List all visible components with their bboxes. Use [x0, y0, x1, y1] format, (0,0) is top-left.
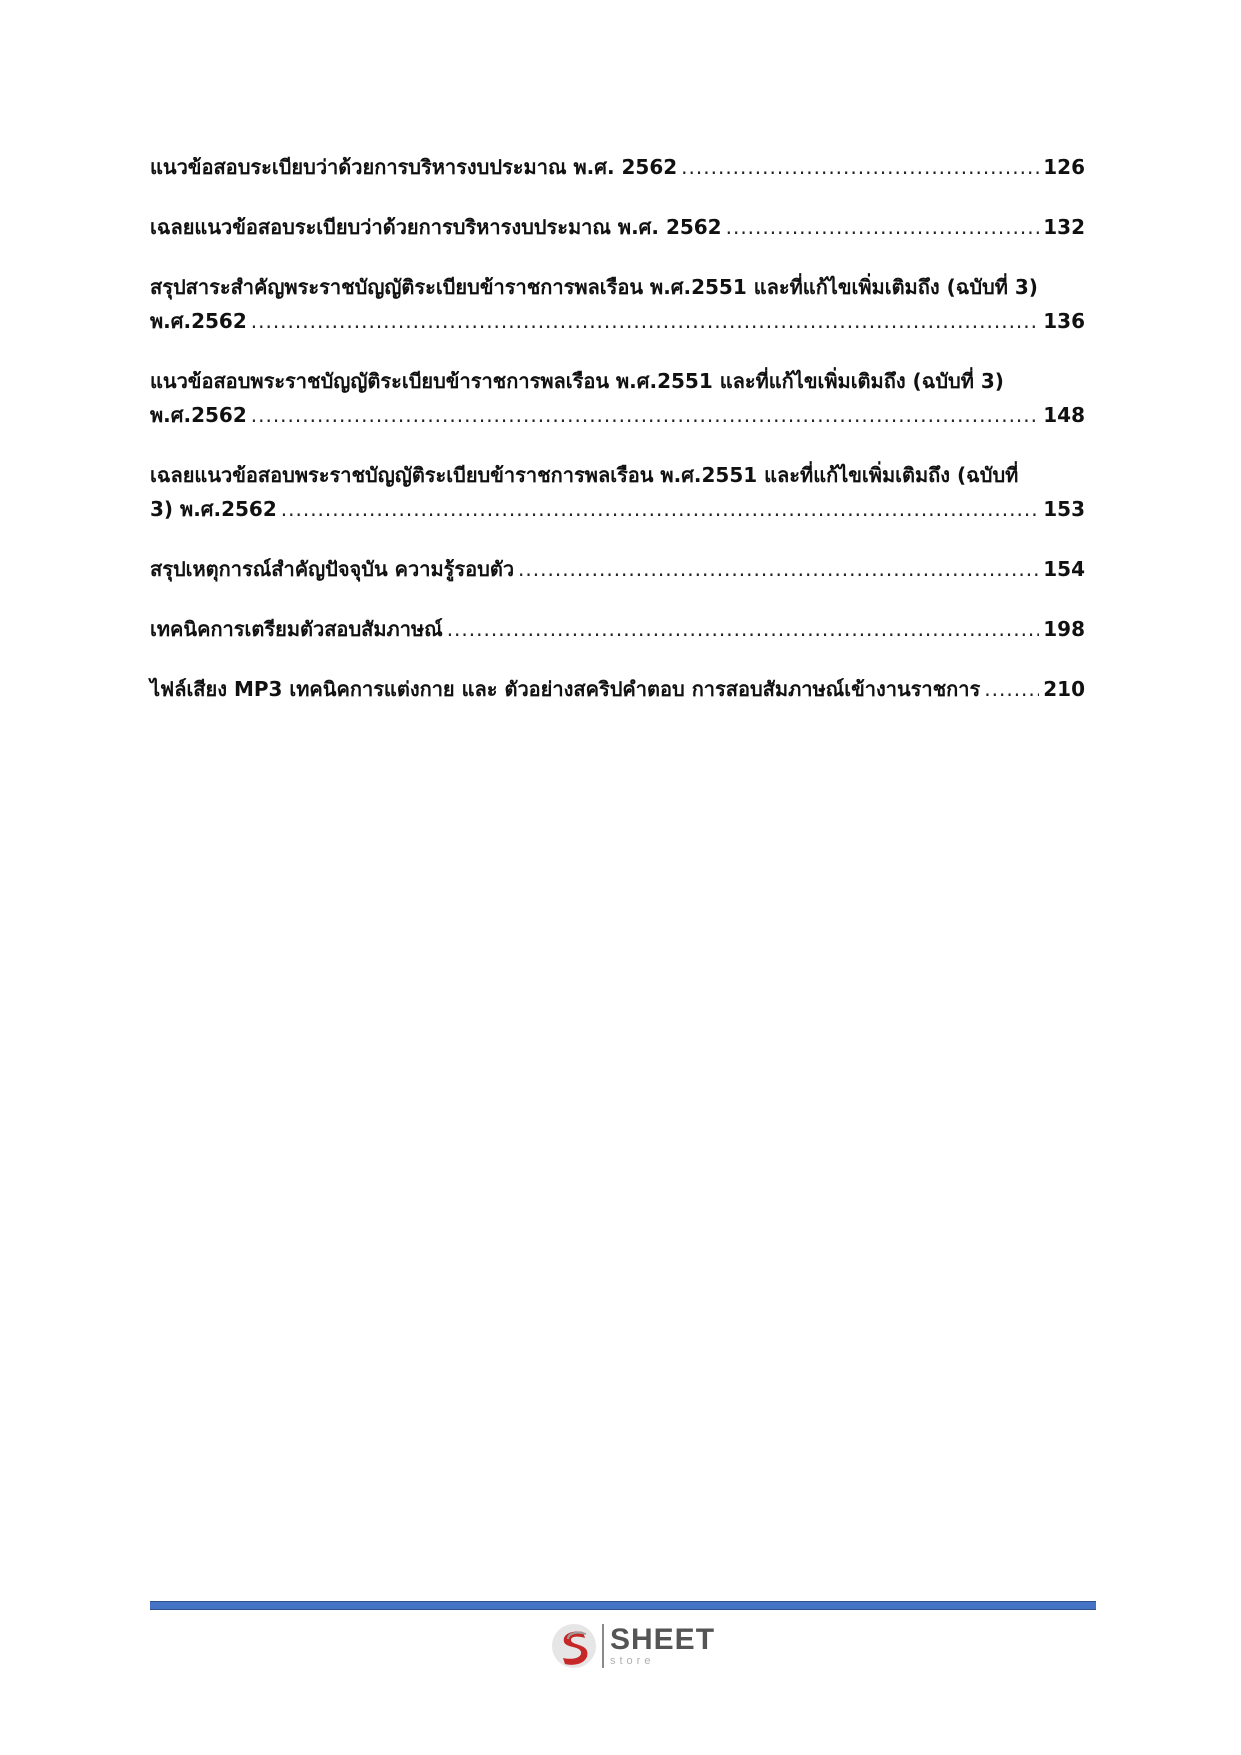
toc-entry-title: เทคนิคการเตรียมตัวสอบสัมภาษณ์	[150, 617, 443, 641]
toc-entry-title: แนวข้อสอบพระราชบัญญัติระเบียบข้าราชการพลเรือน พ.ศ.2551 และที่แก้ไขเพิ่มเติมถึง (ฉบับที่ 3)	[150, 369, 1004, 393]
toc-entry-title-continued: พ.ศ.2562	[150, 309, 247, 333]
toc-entry-line	[150, 672, 1085, 706]
toc-entry-title-continued: พ.ศ.2562	[150, 403, 247, 427]
toc-page-number: 132	[1043, 215, 1085, 239]
dot-leader	[681, 150, 1039, 184]
logo-text	[610, 1625, 715, 1667]
toc-entry-line	[150, 398, 1085, 432]
toc-page-number: 153	[1043, 497, 1085, 521]
toc-entry-line	[150, 552, 1085, 586]
toc-page-number: 148	[1043, 403, 1085, 427]
logo-subtitle: store	[610, 1655, 655, 1667]
toc-entry[interactable]	[150, 150, 1085, 184]
toc-entry-title-continued: 3) พ.ศ.2562	[150, 497, 277, 521]
dot-leader	[251, 304, 1040, 338]
dot-leader	[251, 398, 1040, 432]
dot-leader	[518, 552, 1039, 586]
footer-rule	[150, 1601, 1096, 1610]
toc-page-number: 210	[1043, 677, 1085, 701]
toc-entry[interactable]	[150, 364, 1085, 432]
toc-entry[interactable]	[150, 612, 1085, 646]
sheet-store-logo	[550, 1622, 715, 1670]
toc-entry[interactable]	[150, 210, 1085, 244]
table-of-contents	[150, 150, 1085, 732]
sheet-store-s-logo-icon	[550, 1622, 598, 1670]
logo-divider	[602, 1624, 604, 1668]
toc-page-number: 136	[1043, 309, 1085, 333]
toc-entry-line	[150, 492, 1085, 526]
toc-entry[interactable]	[150, 552, 1085, 586]
toc-page-number: 154	[1043, 557, 1085, 581]
toc-entry-title: สรุปเหตุการณ์สำคัญปัจจุบัน ความรู้รอบตัว	[150, 557, 515, 581]
toc-page-number: 126	[1043, 155, 1085, 179]
toc-entry[interactable]	[150, 458, 1085, 526]
toc-entry[interactable]	[150, 270, 1085, 338]
dot-leader	[726, 210, 1040, 244]
toc-entry-line	[150, 150, 1085, 184]
dot-leader	[281, 492, 1039, 526]
toc-entry-line	[150, 304, 1085, 338]
toc-entry-line	[150, 612, 1085, 646]
toc-entry-title: สรุปสาระสำคัญพระราชบัญญัติระเบียบข้าราชการพลเรือน พ.ศ.2551 และที่แก้ไขเพิ่มเติมถึง (ฉบับที่ 3)	[150, 275, 1038, 299]
toc-page-number: 198	[1043, 617, 1085, 641]
toc-entry-line	[150, 210, 1085, 244]
toc-entry-title: ไฟล์เสียง MP3 เทคนิคการแต่งกาย และ ตัวอย่างสคริปคำตอบ การสอบสัมภาษณ์เข้างานราชการ	[150, 677, 981, 701]
toc-entry-title: เฉลยแนวข้อสอบระเบียบว่าด้วยการบริหารงบประมาณ พ.ศ. 2562	[150, 215, 722, 239]
logo-word: SHEET	[610, 1623, 716, 1656]
dot-leader	[447, 612, 1040, 646]
toc-entry[interactable]	[150, 672, 1085, 706]
toc-entry-title: แนวข้อสอบระเบียบว่าด้วยการบริหารงบประมาณ พ.ศ. 2562	[150, 155, 678, 179]
dot-leader	[984, 672, 1039, 706]
toc-entry-title: เฉลยแนวข้อสอบพระราชบัญญัติระเบียบข้าราชการพลเรือน พ.ศ.2551 และที่แก้ไขเพิ่มเติมถึง (ฉบับที่	[150, 463, 1019, 487]
